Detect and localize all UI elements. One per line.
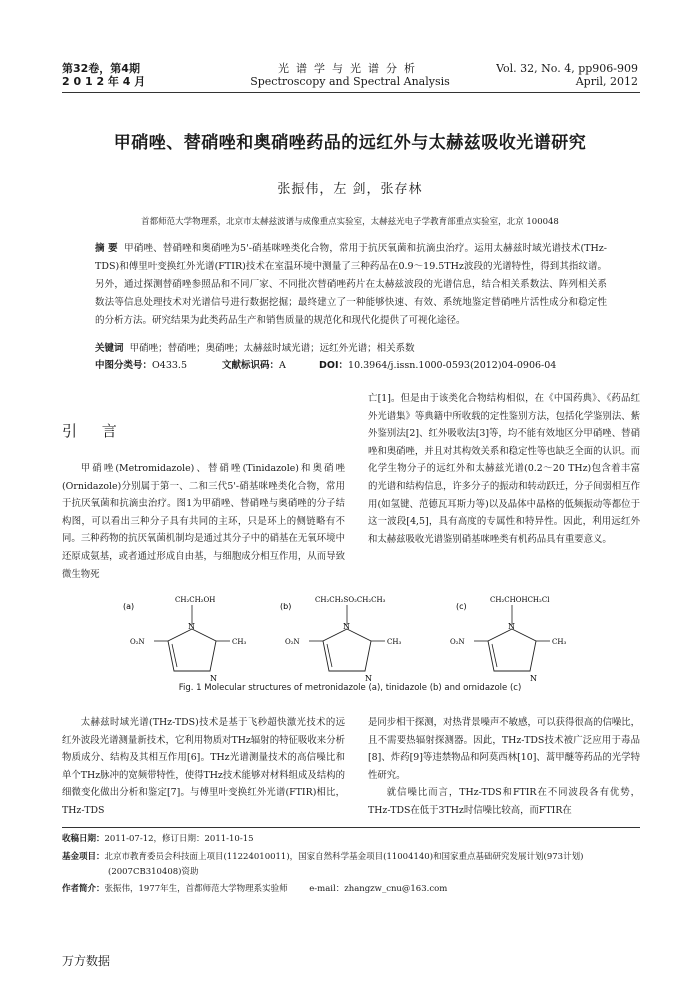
section-heading-introduction: 引 言 — [62, 422, 127, 440]
intro-paragraph-1: 甲硝唑(Metromidazole)、替硝唑(Tinidazole)和奥硝唑(Ornidazole)分别属于第一、二和三代5'-硝基咪唑类化合物，常用于抗厌氧菌和抗滴虫治疗。图1为甲硝唑、替硝唑与奥硝唑的分子结构图，可以看出三种分子具有共同的主环，只是环上的侧链略有不同。三种药物的抗厌氧菌机制均是通过其分子中的硝基在无氧环境中还原成氨基，或者通过形成自由基，与细胞成分相互作用，从而导致微生物死 — [62, 463, 345, 580]
fund-value: 北京市教育委员会科技面上项目(11224010011)，国家自然科学基金项目(11004140)和国家重点基础研究发展计划(973计划) — [104, 852, 584, 862]
journal-name-cn: 光谱学与光谱分析 — [278, 62, 422, 75]
author-value: 张振伟，1977年生，首都师范大学物理系实验师 — [104, 884, 288, 894]
authors: 张振伟，左 剑，张存林 — [277, 182, 423, 197]
imidazole-ring — [168, 629, 216, 671]
methyl-group: CH₃ — [232, 638, 247, 646]
fund-label: 基金项目： — [62, 852, 105, 862]
nitro-group: O₂N — [450, 638, 465, 646]
footnote-divider — [62, 827, 640, 828]
doc-value: A — [279, 360, 286, 371]
header-divider — [62, 92, 640, 93]
intro-paragraph-2-continued: 是同步相干探测，对热背景噪声不敏感，可以获得很高的信噪比，且不需要热辐射探测器。因此，THz-TDS技术被广泛应用于毒品[8]、炸药[9]等违禁物品和阿莫西林[10]、蒿甲醚等药品的光学特性研究。 — [368, 717, 640, 781]
footnote-fund — [62, 850, 642, 864]
doi-label: DOI： — [319, 360, 349, 371]
side-chain: CH₂CH₂OH — [175, 596, 216, 604]
ring-nitrogen-bottom: N — [365, 674, 372, 683]
doc-label: 文献标识码： — [222, 360, 280, 371]
side-chain: CH₂CHOHCH₂Cl — [490, 596, 550, 604]
footnote-author — [62, 882, 642, 896]
ring-nitrogen-top: N — [508, 622, 515, 631]
panel-label: (b) — [280, 602, 292, 611]
classification-line — [95, 357, 607, 374]
paper-title: 甲硝唑、替硝唑和奥硝唑药品的远红外与太赫兹吸收光谱研究 — [113, 133, 587, 153]
author-email: e-mail：zhangzw_cnu@163.com — [309, 884, 448, 894]
abstract-text: 甲硝唑、替硝唑和奥硝唑为5'-硝基咪唑类化合物，常用于抗厌氧菌和抗滴虫治疗。运用太赫兹时域光谱技术(THz-TDS)和傅里叶变换红外光谱(FTIR)技术在室温环境中测量了三种药品在0.9～19.5THz波段的光谱特性，得到其指纹谱。另外，通过探测替硝唑参照品和不同厂家、不同批次替硝唑药片在太赫兹波段的光谱信息，结合相关系数法、阵列相关系数法等信息处理技术对光谱信号进行数据挖掘；最终建立了一种能够快速、有效、系统地鉴定替硝唑片活性成分和稳定性的分析方法。研究结果为此类药品生产和销售质量的规范化和现代化提供了可视化途径。 — [95, 243, 607, 326]
cls-label: 中图分类号： — [95, 360, 153, 371]
abstract-label: 摘 要 — [95, 243, 118, 254]
molecule-panel-a — [123, 596, 246, 683]
ring-nitrogen-top: N — [343, 622, 350, 631]
methyl-group: CH₃ — [387, 638, 402, 646]
publication-date-en: April, 2012 — [575, 75, 638, 88]
intro-right-column-lower — [368, 714, 640, 820]
footnote-fund-continued: (2007CB310408)资助 — [108, 867, 199, 877]
intro-paragraph-1-continued: 亡[1]。但是由于该类化合物结构相似，在《中国药典》、《药品红外光谱集》等典籍中所收载的定性鉴别方法，包括化学鉴别法、紫外鉴别法[2]、红外吸收法[3]等，均不能有效地区分甲硝唑、替硝唑和奥硝唑，并且对其构效关系和稳定性等也缺乏全面的认识。而化学生物分子的远红外和太赫兹光谱(0.2～20 THz)包含着丰富的光谱和结构信息，许多分子的振动和转动跃迁，分子间弱相互作用(如氢键、范德瓦耳斯力等)以及晶体中晶格的低频振动等都位于这一波段[4,5]，具有高度的专属性和特异性。因此，利用远红外和太赫兹吸收光谱鉴别硝基咪唑类有机药品具有重要意义。 — [368, 393, 640, 545]
imidazole-ring — [323, 629, 371, 671]
keywords — [95, 340, 607, 357]
ring-nitrogen-bottom: N — [530, 674, 537, 683]
ring-nitrogen-top: N — [188, 622, 195, 631]
intro-right-column-upper — [368, 390, 640, 548]
imidazole-ring — [488, 629, 536, 671]
cls-value: O433.5 — [152, 360, 188, 371]
watermark: 万方数据 — [62, 954, 111, 968]
doi-value: 10.3964/j.issn.1000-0593(2012)04-0906-04 — [348, 360, 557, 371]
author-label: 作者简介： — [62, 884, 105, 894]
intro-paragraph-3: 就信噪比而言，THz-TDS和FTIR在不同波段各有优势，THz-TDS在低于3THz时信噪比较高，而FTIR在 — [368, 787, 640, 816]
keywords-label: 关键词 — [95, 343, 124, 354]
ring-nitrogen-bottom: N — [210, 674, 217, 683]
molecule-panel-c — [450, 596, 566, 683]
publication-date-cn: 2 0 1 2 年 4 月 — [62, 75, 146, 88]
journal-name-en: Spectroscopy and Spectral Analysis — [250, 75, 450, 88]
figure-caption: Fig. 1 Molecular structures of metronidazole (a), tinidazole (b) and ornidazole (c) — [178, 683, 522, 693]
volume-issue: 第32卷，第4期 — [62, 62, 140, 75]
received-value: 2011-07-12，修订日期：2011-10-15 — [104, 834, 254, 844]
side-chain: CH₂CH₂SO₂CH₂CH₃ — [315, 596, 386, 604]
journal-pages-info — [496, 62, 638, 88]
panel-label: (c) — [456, 602, 467, 611]
volume-pages-en: Vol. 32, No. 4, pp906-909 — [496, 62, 638, 75]
molecule-panel-b — [280, 596, 401, 683]
affiliation: 首都师范大学物理系，北京市太赫兹波谱与成像重点实验室，太赫兹光电子学教育部重点实验室，北京 100048 — [141, 217, 559, 227]
intro-left-column-lower — [62, 714, 345, 820]
figure-molecular-structures — [123, 591, 580, 685]
methyl-group: CH₃ — [552, 638, 567, 646]
intro-left-column-upper — [62, 460, 345, 583]
keywords-text: 甲硝唑；替硝唑；奥硝唑；太赫兹时域光谱；远红外光谱；相关系数 — [129, 343, 415, 354]
abstract — [95, 240, 607, 330]
received-label: 收稿日期： — [62, 834, 105, 844]
panel-label: (a) — [123, 602, 135, 611]
intro-paragraph-2: 太赫兹时域光谱(THz-TDS)技术是基于飞秒超快激光技术的远红外波段光谱测量新技术，它利用物质对THz辐射的特征吸收来分析物质成分、结构及其相互作用[6]。THz光谱测量技术的高信噪比和单个THz脉冲的宽频带特性，使得THz技术能够对材料组成及结构的细微变化做出分析和鉴定[7]。与傅里叶变换红外光谱(FTIR)相比，THz-TDS — [62, 717, 345, 816]
footnote-received — [62, 832, 642, 846]
nitro-group: O₂N — [285, 638, 300, 646]
nitro-group: O₂N — [130, 638, 145, 646]
